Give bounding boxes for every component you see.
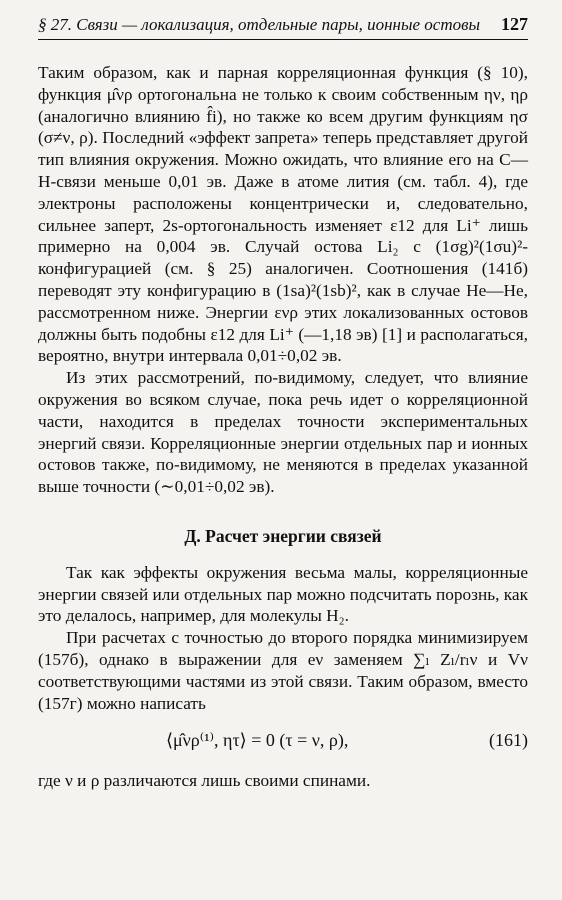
running-title: § 27. Связи — локализация, отдельные пары, ионные остовы <box>38 15 480 34</box>
paragraph: Так как эффекты окружения весьма малы, корреляционные энергии связей или отдельных пар можно подсчитать порознь, как это делалось, например, для молекулы H₂. <box>38 562 528 626</box>
equation-expression: ⟨μ̂νρ⁽¹⁾, ητ⟩ = 0 (τ = ν, ρ), <box>166 730 349 751</box>
page-number: 127 <box>501 14 528 34</box>
running-head <box>38 14 528 40</box>
paragraph: где ν и ρ различаются лишь своими спинами. <box>38 771 371 791</box>
paragraph: При расчетах с точностью до второго порядка минимизируем (157б), однако в выражении для eν заменяем ∑ₗ Zₗ/rₗν и Vν соответствующими частями из этой связи. Таким образом, вместо (157г) можно написать <box>38 628 528 713</box>
paragraph: Из этих рассмотрений, по-видимому, следует, что влияние окружения во всяком случае, пока речь идет о корреляционной части, находится в пределах точности экспериментальных энергий связи. Корреляционные энергии отдельных пар и ионных остовов также, по-видимому, не меняются в пределах указанной выше точности (∼0,01÷0,02 эв). <box>38 368 528 497</box>
equation-number: (161) <box>489 730 528 751</box>
equation <box>38 724 528 758</box>
body-text <box>38 62 528 792</box>
section-heading: Д. Расчет энергии связей <box>184 525 382 546</box>
paragraph: Таким образом, как и парная корреляционная функция (§ 10), функция μ̂νρ ортогональна не только к своим собственным ην, ηρ (аналогично влиянию f̂i), но также ко всем другим функциям ησ (σ≠ν, ρ). Последний «эффект запрета» теперь представляет другой тип влияния окружения. Можно ожидать, что влияние его на С—Н-связи меньше 0,01 эв. Даже в атоме лития (см. табл. 4), где электроны расположены концентрически и, следовательно, сильнее заперт, 2s-ортогональность изменяет ε12 для Li⁺ лишь примерно на 0,004 эв. Случай остова Li₂ с (1σg)²(1σu)²-конфигурацией (см. § 25) аналогичен. Соотношения (141б) переводят эту конфигурацию в (1sa)²(1sb)², как в случае Не—Не, рассмотренном ниже. Энергии ενρ этих локализованных остовов должны быть подобны ε12 для Li⁺ (—1,18 эв) [1] и располагаться, вероятно, внутри интервала 0,01÷0,02 эв. <box>38 63 528 366</box>
